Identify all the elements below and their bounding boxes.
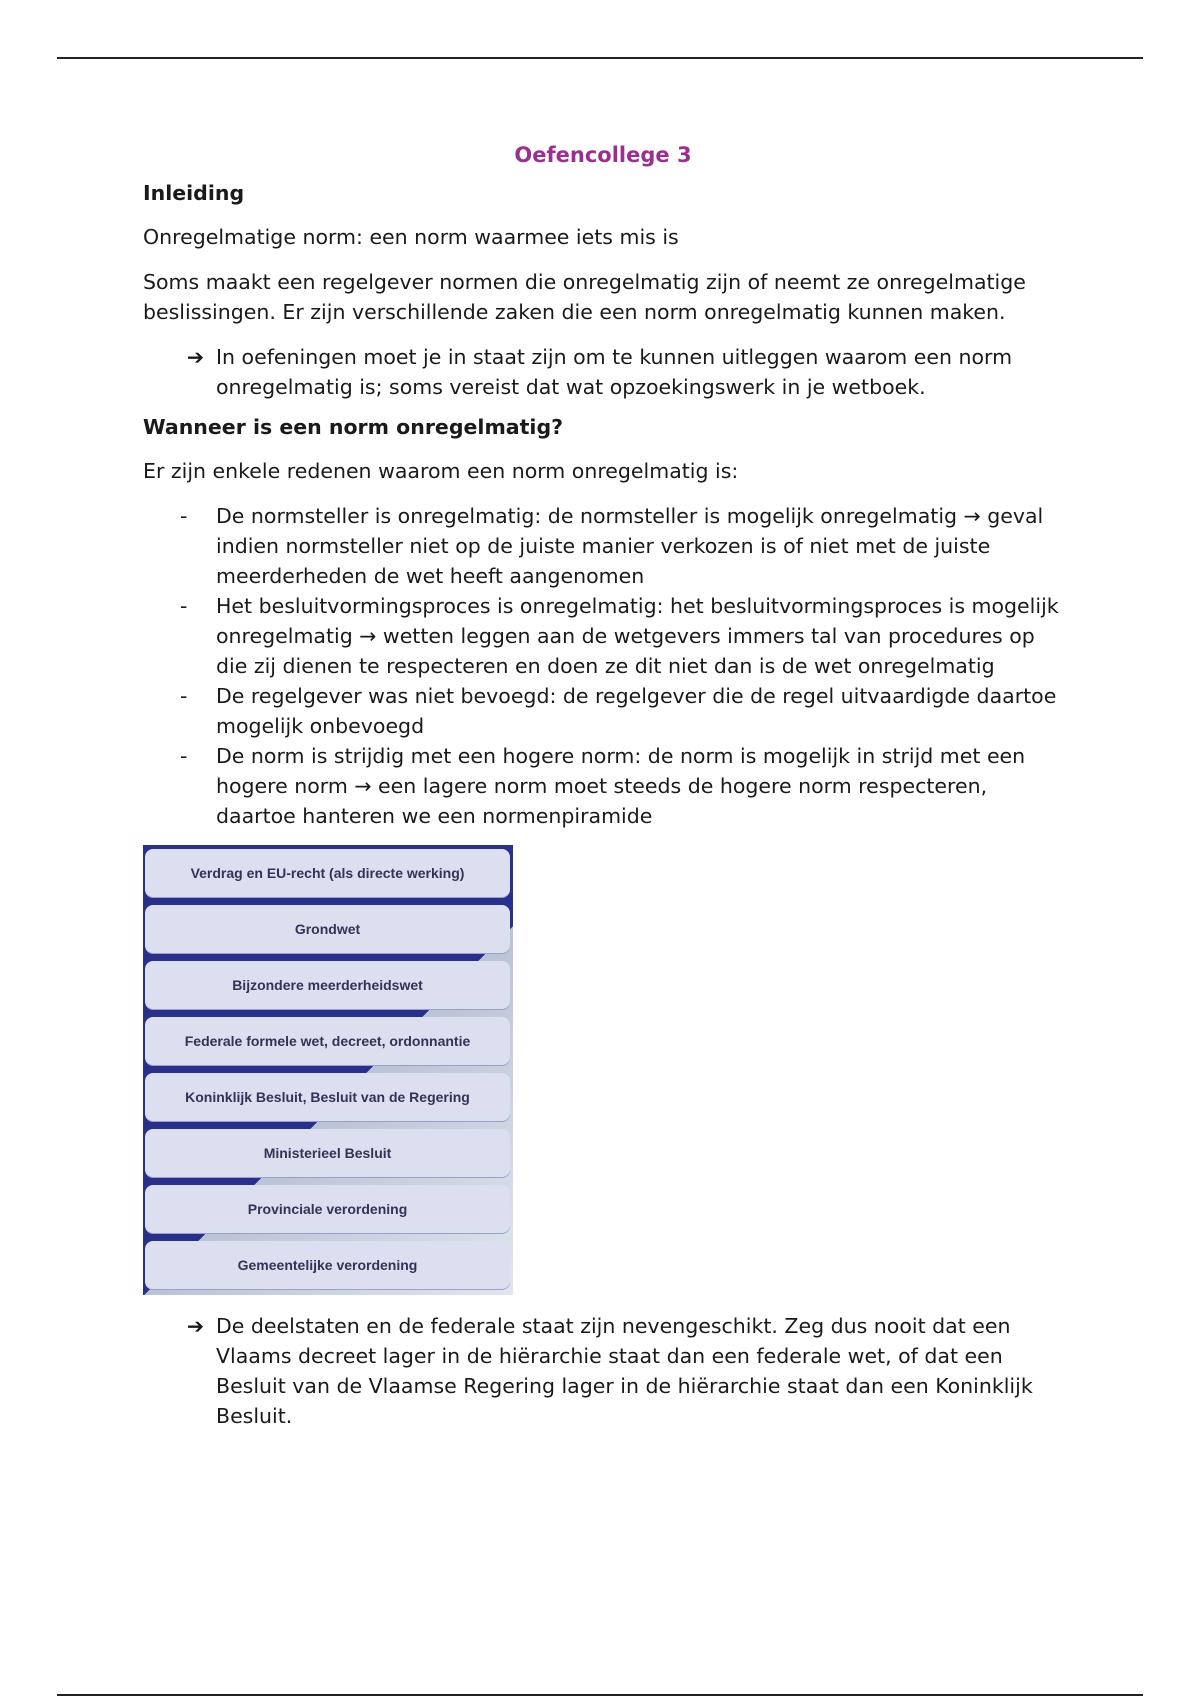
arrow-note-exercises xyxy=(143,342,1063,402)
arrow-note-federal-states xyxy=(143,1311,1063,1431)
pyramid-level-special-majority-law: Bijzondere meerderheidswet xyxy=(145,961,510,1009)
dash-bullet: - xyxy=(180,594,188,618)
list-item xyxy=(143,591,1063,681)
intro-paragraph-1: Onregelmatige norm: een norm waarmee iets mis is xyxy=(143,225,679,249)
reason-text: De normsteller is onregelmatig: de normsteller is mogelijk onregelmatig → geval indien normsteller niet op de juiste manier verkozen is of niet met de juiste meerderheden de wet heeft aangenomen xyxy=(216,504,1044,588)
list-item xyxy=(143,501,1063,591)
arrow-right-icon: ➔ xyxy=(186,345,204,369)
list-item xyxy=(143,681,1063,741)
pyramid-level-constitution: Grondwet xyxy=(145,905,510,953)
pyramid-level-treaty: Verdrag en EU-recht (als directe werking) xyxy=(145,849,510,897)
dash-bullet: - xyxy=(180,684,188,708)
arrow-right-icon: ➔ xyxy=(186,1314,204,1338)
pyramid-level-municipal-ordinance: Gemeentelijke verordening xyxy=(145,1241,510,1289)
header-rule xyxy=(57,57,1143,59)
document-body xyxy=(143,140,1063,1441)
reason-text: De regelgever was niet bevoegd: de regelgever die de regel uitvaardigde daartoe mogelijk onbevoegd xyxy=(216,684,1057,738)
intro-heading: Inleiding xyxy=(143,181,245,205)
list-item xyxy=(143,741,1063,831)
norm-pyramid-figure xyxy=(143,845,513,1295)
section-heading-when-irregular: Wanneer is een norm onregelmatig? xyxy=(143,415,564,439)
section-intro: Er zijn enkele redenen waarom een norm onregelmatig is: xyxy=(143,459,739,483)
arrow-note-text: De deelstaten en de federale staat zijn nevengeschikt. Zeg dus nooit dat een Vlaams decreet lager in de hiërarchie staat dan een federale wet, of dat een Besluit van de Vlaamse Regering lager in de hiërarchie staat dan een Koninklijk Besluit. xyxy=(216,1314,1033,1428)
reasons-list xyxy=(143,501,1063,831)
footer-rule xyxy=(57,1694,1143,1696)
page-title: Oefencollege 3 xyxy=(514,143,692,167)
reason-text: De norm is strijdig met een hogere norm: de norm is mogelijk in strijd met een hogere norm → een lagere norm moet steeds de hogere norm respecteren, daartoe hanteren we een normenpiramide xyxy=(216,744,1026,828)
dash-bullet: - xyxy=(180,744,188,768)
intro-paragraph-2: Soms maakt een regelgever normen die onregelmatig zijn of neemt ze onregelmatige beslissingen. Er zijn verschillende zaken die een norm onregelmatig kunnen maken. xyxy=(143,270,1026,324)
pyramid-level-provincial-ordinance: Provinciale verordening xyxy=(145,1185,510,1233)
pyramid-level-federal-law: Federale formele wet, decreet, ordonnantie xyxy=(145,1017,510,1065)
reason-text: Het besluitvormingsproces is onregelmatig: het besluitvormingsproces is mogelijk onregelmatig → wetten leggen aan de wetgevers immers tal van procedures op die zij dienen te respecteren en doen ze dit niet dan is de wet onregelmatig xyxy=(216,594,1059,678)
pyramid-level-royal-decree: Koninklijk Besluit, Besluit van de Regering xyxy=(145,1073,510,1121)
arrow-note-text: In oefeningen moet je in staat zijn om te kunnen uitleggen waarom een norm onregelmatig is; soms vereist dat wat opzoekingswerk in je wetboek. xyxy=(216,345,1013,399)
pyramid-level-ministerial-decree: Ministerieel Besluit xyxy=(145,1129,510,1177)
dash-bullet: - xyxy=(180,504,188,528)
